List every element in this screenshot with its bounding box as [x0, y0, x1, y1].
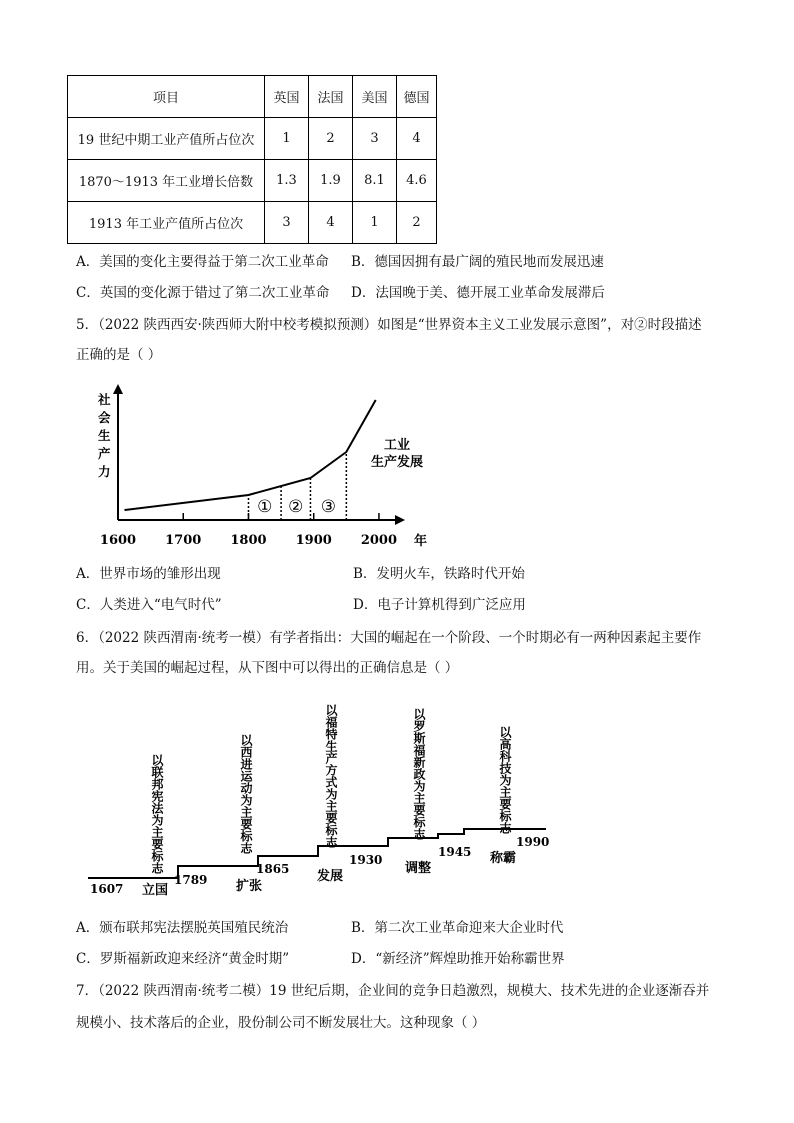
y-axis-label [97, 392, 111, 479]
table-cell: 1 [353, 202, 397, 244]
stage-label-group [257, 497, 336, 517]
q4-option-a: A．美国的变化主要得益于第二次工业革命 [76, 254, 329, 270]
table-cell: 4.6 [397, 160, 437, 202]
year-label: 1865 [256, 862, 290, 876]
table-header-cell: 项目 [68, 76, 265, 118]
table-cell: 1913 年工业产值所占位次 [68, 202, 265, 244]
q5-option-b: B．发明火车，铁路时代开始 [353, 566, 525, 582]
year-label: 1789 [174, 873, 208, 887]
vertical-description: 以联邦宪法为主要标志 [150, 754, 164, 874]
stage-label: ③ [320, 497, 337, 517]
y-axis-label-char: 会 [98, 410, 111, 425]
table-cell: 4 [397, 118, 437, 160]
table-row [68, 118, 437, 160]
q7-stem-line-2: 规模小、技术落后的企业，股份制公司不断发展壮大。这种现象（ ） [76, 1015, 486, 1031]
q6-stem-line-2: 用。关于美国的崛起过程，从下图中可以得出的正确信息是（ ） [76, 660, 459, 676]
table-cell: 3 [265, 202, 309, 244]
stage-label: 调整 [405, 861, 432, 876]
table-header-cell: 英国 [265, 76, 309, 118]
x-axis-arrow [395, 515, 405, 525]
table-cell: 2 [309, 118, 353, 160]
q5-stem-line-2: 正确的是（ ） [76, 347, 162, 363]
table-cell: 1870～1913 年工业增长倍数 [68, 160, 265, 202]
vertical-description: 以福特生产方式为主要标志 [324, 704, 338, 848]
q7-stem-line-1: 7．（2022 陕西渭南·统考二模）19 世纪后期，企业间的竞争日趋激烈，规模大、技术先进的企业逐渐吞并 [76, 983, 710, 999]
vertical-description: 以西进运动为主要标志 [239, 734, 253, 854]
q6-option-c: C．罗斯福新政迎来经济“黄金时期” [76, 951, 290, 967]
table-cell: 1.3 [265, 160, 309, 202]
q4-option-d: D．法国晚于美、德开展工业革命发展滞后 [351, 285, 605, 301]
q5-option-c: C．人类进入“电气时代” [76, 597, 222, 613]
production-line [125, 400, 376, 510]
q5-option-a: A．世界市场的雏形出现 [76, 566, 221, 582]
vertical-description: 以高科技为主要标志 [498, 726, 512, 834]
q4-option-b: B．德国因拥有最广阔的殖民地而发展迅速 [351, 254, 604, 270]
data-table [67, 75, 437, 244]
vertical-description: 以罗斯福新政为主要标志 [412, 708, 426, 840]
table-row [68, 160, 437, 202]
table-header-cell: 法国 [309, 76, 353, 118]
year-label: 1930 [349, 853, 383, 867]
series-annotation-line-1: 工业 [383, 438, 411, 453]
q5-stem-line-1: 5．（2022 陕西西安·陕西师大附中校考模拟预测）如图是“世界资本主义工业发展示意图”，对②时段描述 [76, 317, 702, 333]
year-label: 1607 [90, 882, 124, 896]
stage-label: 立国 [142, 883, 169, 896]
table-header-cell: 美国 [353, 76, 397, 118]
table-cell: 2 [397, 202, 437, 244]
x-tick-label: 1600 [99, 533, 137, 548]
x-tick-label: 1700 [165, 533, 202, 548]
q4-option-c: C．英国的变化源于错过了第二次工业革命 [76, 285, 330, 301]
q6-option-a: A．颁布联邦宪法摆脱英国殖民统治 [76, 920, 289, 936]
y-axis-label-char: 产 [98, 446, 111, 461]
x-tick-label-group [100, 533, 397, 548]
q6-option-b: B．第二次工业革命迎来大企业时代 [351, 920, 564, 936]
table-header-cell: 德国 [397, 76, 437, 118]
table-cell: 4 [309, 202, 353, 244]
stage-label: 扩张 [236, 879, 263, 894]
table-cell: 1 [265, 118, 309, 160]
y-axis-arrow [113, 384, 123, 394]
q6-stem-line-1: 6．（2022 陕西渭南·统考一模）有学者指出：大国的崛起在一个阶段、一个时期必有一两种因素起主要作 [76, 630, 702, 646]
table-cell: 1.9 [309, 160, 353, 202]
year-label: 1945 [438, 845, 472, 859]
table-cell: 3 [353, 118, 397, 160]
y-axis-label-char: 社 [98, 392, 111, 407]
year-label: 1990 [516, 835, 550, 849]
x-tick-label: 2000 [360, 533, 398, 548]
series-annotation-line-2: 生产发展 [370, 455, 424, 470]
table-cell: 8.1 [353, 160, 397, 202]
x-tick-label: 1800 [230, 533, 267, 548]
us-rise-staircase-diagram [86, 686, 560, 896]
q5-option-d: D．电子计算机得到广泛应用 [353, 597, 526, 613]
stage-label: ① [257, 497, 273, 517]
stage-label: 发展 [317, 869, 344, 884]
x-tick-label: 1900 [295, 533, 332, 548]
table-row [68, 202, 437, 244]
q6-option-d: D．“新经济”辉煌助推开始称霸世界 [351, 951, 565, 967]
y-axis-label-char: 生 [98, 428, 111, 443]
table-header-row [68, 76, 437, 118]
stage-label: 称霸 [490, 851, 517, 866]
x-axis-label: 年 [414, 534, 428, 549]
industry-development-chart [92, 384, 452, 549]
y-axis-label-char: 力 [98, 464, 111, 479]
stage-label: ② [288, 497, 304, 517]
table-cell: 19 世纪中期工业产值所占位次 [68, 118, 265, 160]
